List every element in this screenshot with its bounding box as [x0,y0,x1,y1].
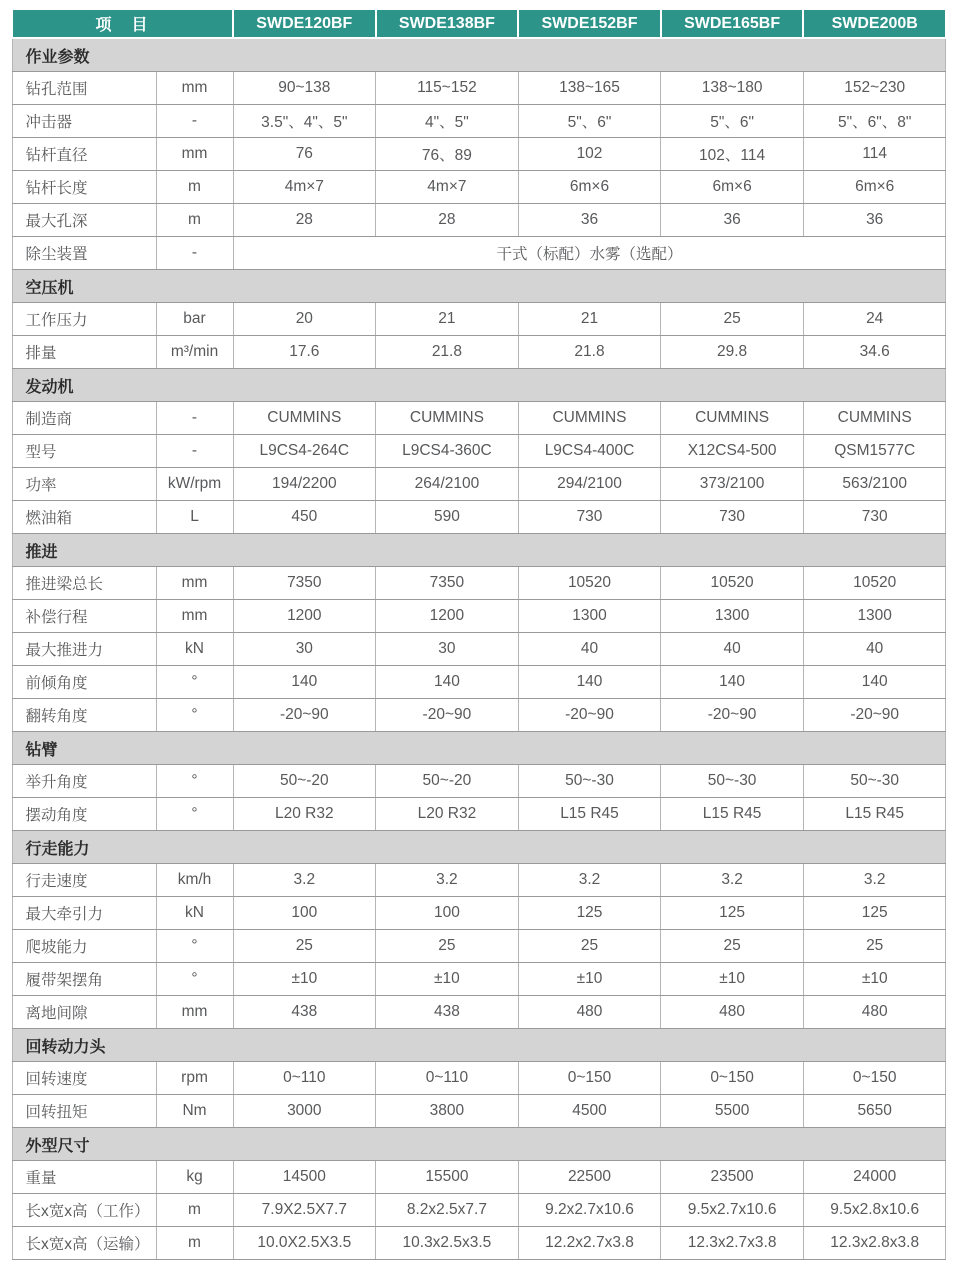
row-value: ±10 [518,963,661,996]
row-value: 373/2100 [661,468,804,501]
row-label: 回转速度 [12,1062,156,1095]
section-row [12,38,946,72]
row-label: 推进梁总长 [12,567,156,600]
row-value: 14500 [233,1161,376,1194]
row-value: 5"、6" [661,105,804,138]
row-value: 24 [803,303,946,336]
spec-row [12,402,946,435]
row-unit: m [156,1194,233,1227]
row-value: X12CS4-500 [661,435,804,468]
section-row [12,1029,946,1062]
row-value: L9CS4-264C [233,435,376,468]
model-header-row [12,9,946,38]
row-value: 294/2100 [518,468,661,501]
row-unit: m [156,1227,233,1260]
row-value: 4m×7 [233,171,376,204]
row-unit: ° [156,699,233,732]
row-value: 730 [661,501,804,534]
row-unit: ° [156,666,233,699]
row-value: 6m×6 [661,171,804,204]
row-value: 480 [803,996,946,1029]
row-value: 438 [233,996,376,1029]
row-value: -20~90 [661,699,804,732]
row-value: 36 [661,204,804,237]
row-value: 5650 [803,1095,946,1128]
row-value: 25 [803,930,946,963]
spec-row [12,633,946,666]
row-value: 76 [233,138,376,171]
row-value: 12.2x2.7x3.8 [518,1227,661,1260]
row-value: 30 [233,633,376,666]
row-value: 21.8 [518,336,661,369]
row-unit: ° [156,963,233,996]
model-column-header: SWDE120BF [233,9,376,38]
row-unit: mm [156,567,233,600]
row-label: 功率 [12,468,156,501]
row-value: 12.3x2.8x3.8 [803,1227,946,1260]
row-label: 爬坡能力 [12,930,156,963]
row-value: 3.5"、4"、5" [233,105,376,138]
row-label: 工作压力 [12,303,156,336]
row-unit: - [156,402,233,435]
row-value: L15 R45 [518,798,661,831]
spec-row [12,600,946,633]
row-value: 12.3x2.7x3.8 [661,1227,804,1260]
spec-row [12,864,946,897]
row-value: 40 [661,633,804,666]
row-unit: mm [156,72,233,105]
row-value: 25 [233,930,376,963]
row-value: 10.3x2.5x3.5 [376,1227,519,1260]
section-title: 外型尺寸 [12,1128,946,1161]
row-value: 140 [661,666,804,699]
row-value: 15500 [376,1161,519,1194]
row-value: 194/2200 [233,468,376,501]
row-value: 50~-30 [518,765,661,798]
row-value: 1300 [518,600,661,633]
row-label: 行走速度 [12,864,156,897]
row-value: 21 [518,303,661,336]
row-value: 50~-30 [661,765,804,798]
row-unit: mm [156,996,233,1029]
row-label: 型号 [12,435,156,468]
row-value: ±10 [661,963,804,996]
row-unit: ° [156,798,233,831]
section-row [12,1128,946,1161]
row-value: 3.2 [518,864,661,897]
row-label: 最大孔深 [12,204,156,237]
row-value: CUMMINS [233,402,376,435]
section-row [12,270,946,303]
section-title: 行走能力 [12,831,946,864]
row-value: 1200 [233,600,376,633]
spec-row [12,666,946,699]
row-value: 3000 [233,1095,376,1128]
row-value: L20 R32 [376,798,519,831]
row-label: 前倾角度 [12,666,156,699]
row-value: 450 [233,501,376,534]
row-value: 23500 [661,1161,804,1194]
row-value: 10520 [518,567,661,600]
row-unit: mm [156,600,233,633]
row-value: 138~165 [518,72,661,105]
row-value: 9.5x2.8x10.6 [803,1194,946,1227]
spec-row [12,204,946,237]
row-value: 28 [376,204,519,237]
row-value: 7350 [233,567,376,600]
model-column-header: SWDE152BF [518,9,661,38]
row-value: 438 [376,996,519,1029]
row-value: 50~-20 [233,765,376,798]
row-label: 翻转角度 [12,699,156,732]
row-value: 140 [803,666,946,699]
row-label: 履带架摆角 [12,963,156,996]
row-value: 36 [518,204,661,237]
row-value: 90~138 [233,72,376,105]
row-unit: mm [156,138,233,171]
spec-table [11,8,947,1260]
row-label: 离地间隙 [12,996,156,1029]
section-row [12,369,946,402]
spec-row [12,1062,946,1095]
row-value: 0~150 [518,1062,661,1095]
row-value: 21.8 [376,336,519,369]
row-value: 3.2 [376,864,519,897]
section-title: 回转动力头 [12,1029,946,1062]
row-label: 钻孔范围 [12,72,156,105]
row-value: 102 [518,138,661,171]
row-label: 长x宽x高（工作） [12,1194,156,1227]
row-value: 100 [233,897,376,930]
row-unit: kg [156,1161,233,1194]
row-label: 冲击器 [12,105,156,138]
row-unit: - [156,237,233,270]
row-value: 25 [661,303,804,336]
row-value: 3.2 [661,864,804,897]
row-value: 730 [803,501,946,534]
row-value: 4"、5" [376,105,519,138]
row-value: 480 [518,996,661,1029]
row-unit: kW/rpm [156,468,233,501]
row-value: 20 [233,303,376,336]
row-value: 5500 [661,1095,804,1128]
row-label: 除尘装置 [12,237,156,270]
row-value: 5"、6" [518,105,661,138]
spec-row [12,468,946,501]
row-unit: m [156,204,233,237]
spec-row [12,1095,946,1128]
spec-row [12,765,946,798]
row-value: 1200 [376,600,519,633]
row-value: L15 R45 [803,798,946,831]
row-value: -20~90 [518,699,661,732]
row-value: 3.2 [233,864,376,897]
row-value: -20~90 [803,699,946,732]
spec-row [12,336,946,369]
row-value: L15 R45 [661,798,804,831]
spec-row [12,930,946,963]
row-value: 590 [376,501,519,534]
row-value: 4500 [518,1095,661,1128]
spec-row [12,72,946,105]
row-value: 1300 [803,600,946,633]
model-column-header: SWDE138BF [376,9,519,38]
section-row [12,732,946,765]
row-label: 长x宽x高（运输） [12,1227,156,1260]
row-value: 152~230 [803,72,946,105]
row-value: 730 [518,501,661,534]
spec-row [12,435,946,468]
row-value: 0~150 [661,1062,804,1095]
row-value: L9CS4-400C [518,435,661,468]
row-value: 7350 [376,567,519,600]
section-title: 钻臂 [12,732,946,765]
row-value: 138~180 [661,72,804,105]
row-value: 480 [661,996,804,1029]
row-unit: bar [156,303,233,336]
row-unit: km/h [156,864,233,897]
model-column-header: SWDE165BF [661,9,804,38]
row-value: ±10 [233,963,376,996]
spec-row [12,897,946,930]
row-value-merged: 干式（标配）水雾（选配） [233,237,946,270]
row-value: 28 [233,204,376,237]
row-label: 钻杆直径 [12,138,156,171]
spec-row [12,1194,946,1227]
row-unit: Nm [156,1095,233,1128]
row-value: 3800 [376,1095,519,1128]
row-value: 563/2100 [803,468,946,501]
row-label: 回转扭矩 [12,1095,156,1128]
row-value: 5"、6"、8" [803,105,946,138]
row-unit: L [156,501,233,534]
row-value: 4m×7 [376,171,519,204]
row-value: L9CS4-360C [376,435,519,468]
spec-row [12,237,946,270]
row-value: CUMMINS [661,402,804,435]
spec-row [12,171,946,204]
row-value: 9.5x2.7x10.6 [661,1194,804,1227]
row-unit: m³/min [156,336,233,369]
row-value: CUMMINS [518,402,661,435]
row-value: 140 [376,666,519,699]
spec-row [12,1161,946,1194]
row-value: 9.2x2.7x10.6 [518,1194,661,1227]
row-value: 6m×6 [518,171,661,204]
row-value: 140 [233,666,376,699]
row-value: QSM1577C [803,435,946,468]
spec-row [12,501,946,534]
spec-row [12,138,946,171]
row-value: 0~110 [376,1062,519,1095]
row-value: 40 [518,633,661,666]
row-value: 6m×6 [803,171,946,204]
row-value: 50~-20 [376,765,519,798]
spec-row [12,963,946,996]
row-value: L20 R32 [233,798,376,831]
row-label: 制造商 [12,402,156,435]
row-value: CUMMINS [376,402,519,435]
row-value: 114 [803,138,946,171]
spec-row [12,798,946,831]
section-row [12,534,946,567]
row-value: 7.9X2.5X7.7 [233,1194,376,1227]
row-label: 燃油箱 [12,501,156,534]
row-unit: kN [156,897,233,930]
row-value: 125 [661,897,804,930]
section-title: 推进 [12,534,946,567]
row-value: 34.6 [803,336,946,369]
row-value: 40 [803,633,946,666]
row-unit: ° [156,930,233,963]
row-label: 最大牵引力 [12,897,156,930]
spec-row [12,1227,946,1260]
row-label: 补偿行程 [12,600,156,633]
row-label: 重量 [12,1161,156,1194]
row-unit: kN [156,633,233,666]
row-value: ±10 [803,963,946,996]
row-value: 0~110 [233,1062,376,1095]
row-value: 10520 [803,567,946,600]
row-value: 25 [376,930,519,963]
row-value: 25 [661,930,804,963]
row-value: 100 [376,897,519,930]
row-value: 17.6 [233,336,376,369]
spec-row [12,567,946,600]
section-title: 发动机 [12,369,946,402]
row-value: -20~90 [233,699,376,732]
row-value: 125 [518,897,661,930]
spec-row [12,105,946,138]
spec-row [12,303,946,336]
row-unit: - [156,105,233,138]
row-value: 30 [376,633,519,666]
row-value: 115~152 [376,72,519,105]
row-label: 排量 [12,336,156,369]
row-value: 0~150 [803,1062,946,1095]
row-label: 举升角度 [12,765,156,798]
row-value: 8.2x2.5x7.7 [376,1194,519,1227]
row-value: 125 [803,897,946,930]
row-label: 最大推进力 [12,633,156,666]
row-value: 50~-30 [803,765,946,798]
item-column-header: 项 目 [12,9,233,38]
row-value: CUMMINS [803,402,946,435]
row-value: 140 [518,666,661,699]
row-unit: m [156,171,233,204]
row-value: 76、89 [376,138,519,171]
row-value: 10.0X2.5X3.5 [233,1227,376,1260]
row-value: 1300 [661,600,804,633]
section-row [12,831,946,864]
row-value: 29.8 [661,336,804,369]
row-unit: - [156,435,233,468]
spec-row [12,996,946,1029]
row-value: 3.2 [803,864,946,897]
spec-row [12,699,946,732]
row-value: 25 [518,930,661,963]
row-value: 36 [803,204,946,237]
section-title: 空压机 [12,270,946,303]
row-value: 102、114 [661,138,804,171]
model-column-header: SWDE200B [803,9,946,38]
row-label: 摆动角度 [12,798,156,831]
spec-table-body [12,38,946,1260]
row-value: 22500 [518,1161,661,1194]
row-value: 10520 [661,567,804,600]
row-value: 21 [376,303,519,336]
row-value: ±10 [376,963,519,996]
row-unit: ° [156,765,233,798]
section-title: 作业参数 [12,38,946,72]
row-value: -20~90 [376,699,519,732]
row-value: 24000 [803,1161,946,1194]
row-value: 264/2100 [376,468,519,501]
row-unit: rpm [156,1062,233,1095]
row-label: 钻杆长度 [12,171,156,204]
